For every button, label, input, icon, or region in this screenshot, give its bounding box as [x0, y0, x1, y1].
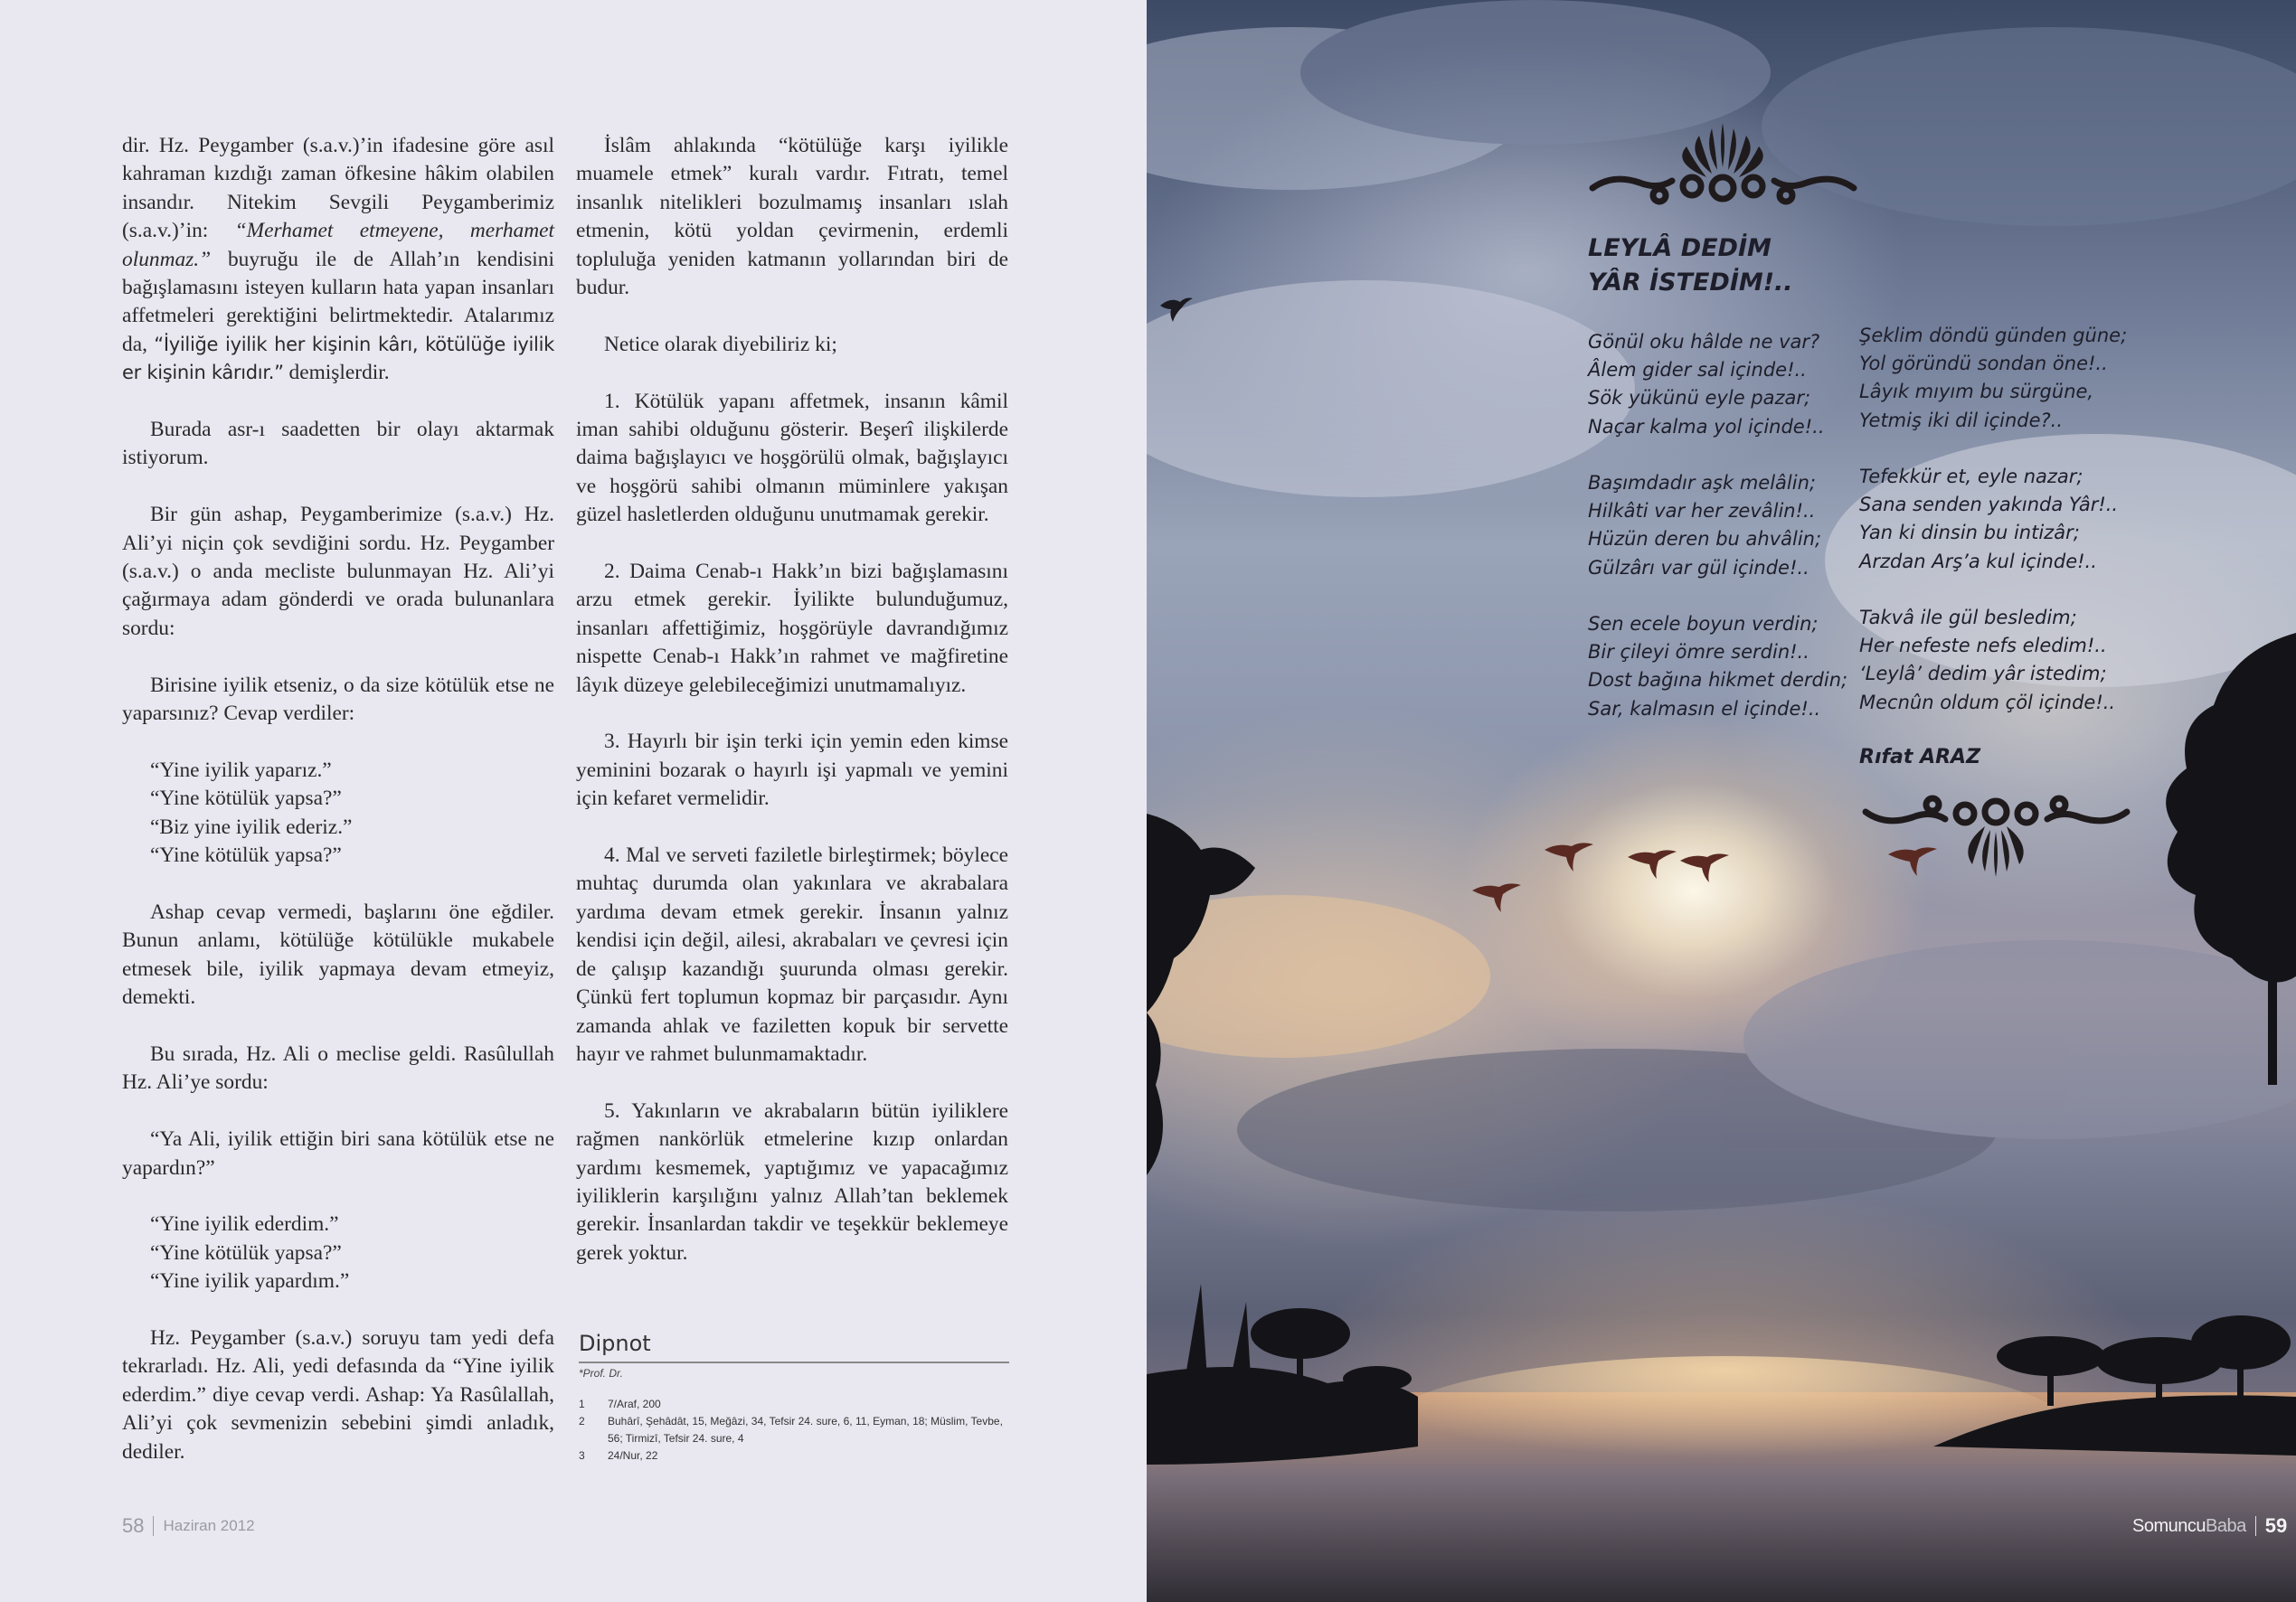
- dialogue-line: “Yine iyilik ederdim.”: [150, 1212, 339, 1237]
- conclusion-item: 4. Mal ve serveti faziletle birleştirmek; böylece muhtaç durumda olan yakınlara ve akrabalara yardıma devam etmek gerekir. İnsanın yalnız kendisi için değil, ailesi, akrabaları ve çevresi için de çalışıp kazandığı şuurunda olması gerekir. Çünkü fert toplumun kopmaz bir parçasıdır. Aynı zamanda ahlak ve faziletten kopuk bir servette hayır ve rahmet bulunmamaktadır.: [576, 843, 1008, 1066]
- footnote-item: [579, 1447, 1009, 1465]
- proverb-quote: “İyiliğe iyilik her kişinin kârı, kötülüğe iyilik er kişinin kârıdır.”: [122, 333, 554, 384]
- footnote-item: [579, 1413, 1009, 1447]
- ornament-top: [1585, 118, 1861, 212]
- sun-reflection: [1382, 1356, 2069, 1501]
- poem-line: Gülzârı var gül içinde!..: [1588, 556, 1809, 579]
- dialogue-line: “Yine iyilik yapardım.”: [150, 1269, 350, 1294]
- footnote-number: 2: [579, 1415, 585, 1428]
- logo-part: Baba: [2206, 1515, 2246, 1536]
- right-page: [1147, 0, 2296, 1602]
- article-paragraph: İslâm ahlakında “kötülüğe karşı iyilikle muamele etmek” kuralı vardır. Fıtratı, temel insanlık nitelikleri bozulmamış insanları ıslah etmenin, kötü yoldan çevirmenin, erdemli topluluğa yeniden katmanın yollarından biri de budur.: [576, 134, 1008, 300]
- poem-stanza: [1859, 604, 2127, 717]
- poem-column-right: [1859, 322, 2127, 771]
- poem-stanza: [1859, 322, 2127, 435]
- poem-line: Mecnûn oldum çöl içinde!..: [1859, 691, 2116, 713]
- poem-line: Yol göründü sondan öne!..: [1859, 353, 2108, 375]
- article-paragraph: Netice olarak diyebiliriz ki;: [604, 332, 837, 356]
- footer-divider: [153, 1516, 154, 1536]
- footnote-text: Buhârî, Şehâdât, 15, Meğâzi, 34, Tefsir 24. sure, 6, 11, Eyman, 18; Müslim, Tevbe, 56; Tirmizî, Tefsir 24. sure, 4: [608, 1415, 1003, 1445]
- poem-stanza: [1588, 328, 1847, 441]
- poem-line: Sar, kalmasın el içinde!..: [1588, 697, 1821, 720]
- footnote-item: [579, 1396, 1009, 1413]
- dialogue-line: “Yine iyilik yaparız.”: [150, 758, 332, 782]
- poem-line: Tefekkür et, eyle nazar;: [1859, 466, 2083, 487]
- article-paragraph: Birisine iyilik etseniz, o da size kötülük etse ne yaparsınız? Cevap verdiler:: [122, 673, 554, 726]
- poem-stanza: [1588, 610, 1847, 723]
- author-note: *Prof. Dr.: [579, 1367, 623, 1380]
- conclusion-item: 1. Kötülük yapanı affetmek, insanın kâmil iman sahibi olduğunu gösterir. Beşerî ilişkilerde daima bağışlayıcı ve hoşgörülü olmak, bağışlayıcı ve hoşgörü sahibi olmanın müminlere yakışan güzel hasletlerden olduğunu unutmamak gerekir.: [576, 389, 1008, 527]
- article-paragraph: Bir gün ashap, Peygamberimize (s.a.v.) Hz. Ali’yi niçin çok sevdiğini sordu. Hz. Peygamber (s.a.v.) o anda mecliste bulunmayan Hz. Ali’yi çağırmaya adam gönderdi ve orada bulunanlara sordu:: [122, 503, 554, 640]
- poem-line: Hilkâti var her zevâlin!..: [1588, 500, 1816, 523]
- issue-date: Haziran 2012: [163, 1517, 255, 1534]
- page-footer-left: [122, 1514, 255, 1538]
- paragraph-text: buyruğu ile de Allah’ın kendisini bağışlamasını isteyen kulların hata yapan insanları affetmeleri gerektiğini belirtmektedir. Atalarımız da,: [122, 247, 554, 356]
- poem-title-line: LEYLÂ DEDİM: [1588, 234, 1772, 262]
- poet-name: Rıfat ARAZ: [1859, 746, 1981, 768]
- poem-line: Yan ki dinsin bu intizâr;: [1859, 522, 2080, 544]
- footnotes: [579, 1331, 1009, 1465]
- conclusion-item: 3. Hayırlı bir işin terki için yemin eden kimse yeminini bozarak o hayırlı işi yapmalı ve yemini için kefaret vermelidir.: [576, 730, 1008, 811]
- footnote-text: 24/Nur, 22: [608, 1449, 658, 1462]
- conclusion-item: 5. Yakınların ve akrabaların bütün iyiliklere rağmen nankörlük etmelerine kızıp onlardan yardımı kesmemek, yaptığımız ve yapacağımız iyiliklerin karşılığını yalnız Allah’tan beklemek gerekir. İnsanlardan takdir ve teşekkür beklemeye gerek yoktur.: [576, 1098, 1008, 1265]
- footnote-text: 7/Araf, 200: [608, 1398, 661, 1410]
- poem-line: Hüzün deren bu ahvâlin;: [1588, 528, 1822, 551]
- article-paragraph: Bu sırada, Hz. Ali o meclise geldi. Rasûlullah Hz. Ali’ye sordu:: [122, 1041, 554, 1095]
- dialogue-line: “Yine kötülük yapsa?”: [150, 787, 342, 811]
- dialogue-line: “Yine kötülük yapsa?”: [150, 843, 342, 868]
- left-page: [0, 0, 1147, 1602]
- footnotes-title: Dipnot: [579, 1331, 1009, 1363]
- magazine-logo: [2132, 1516, 2246, 1537]
- article-column-2: [576, 132, 1008, 1267]
- paragraph-text: dir. Hz. Peygamber (s.a.v.)’in ifadesine göre asıl kahraman kızdığı zaman öfkesine hâkim olabilen insandır. Nitekim Sevgili Peygamberimiz (s.a.v.)’in:: [122, 134, 554, 243]
- poem-line: Başımdadır aşk melâlin;: [1588, 472, 1816, 494]
- poem-line: Her nefeste nefs eledim!..: [1859, 635, 2107, 657]
- poem-stanza: [1859, 463, 2127, 576]
- footnote-number: 3: [579, 1449, 585, 1462]
- poem-line: Sen ecele boyun verdin;: [1588, 613, 1819, 635]
- footer-divider: [2255, 1516, 2256, 1536]
- poem-line: ‘Leylâ’ dedim yâr istedim;: [1859, 663, 2107, 685]
- dialogue-line: “Yine kötülük yapsa?”: [150, 1240, 342, 1265]
- poem-line: Arzdan Arş’a kul içinde!..: [1859, 550, 2097, 572]
- logo-part: Somuncu: [2132, 1515, 2206, 1536]
- hadith-quote: “Merhamet etmeyene, merhamet olunmaz.”: [122, 219, 554, 271]
- poem-line: Bir çileyi ömre serdin!..: [1588, 641, 1809, 664]
- poem-line: Dost bağına hikmet derdin;: [1588, 669, 1848, 692]
- article-paragraph: Hz. Peygamber (s.a.v.) soruyu tam yedi defa tekrarladı. Hz. Ali, yedi defasında da “Yine iyilik ederdim.” diye cevap verdi. Ashap: Ya Rasûlallah, Ali’yi çok sevmenizin sebebini şimdi anladık, dediler.: [122, 1325, 554, 1464]
- poem-line: Sök yükünü eyle pazar;: [1588, 387, 1811, 410]
- paragraph-text: demişlerdir.: [283, 361, 390, 385]
- footnote-number: 1: [579, 1398, 585, 1410]
- poem-title-line: YÂR İSTEDİM!..: [1588, 269, 1793, 297]
- poem-line: Takvâ ile gül besledim;: [1859, 607, 2077, 628]
- page-footer-right: [2132, 1514, 2287, 1538]
- article-paragraph: “Ya Ali, iyilik ettiğin biri sana kötülük etse ne yapardın?”: [122, 1127, 554, 1180]
- poem-line: Şeklim döndü günden güne;: [1859, 325, 2128, 346]
- page-number: 59: [2264, 1514, 2288, 1537]
- footnote-list: [579, 1396, 1009, 1465]
- page-number: 58: [122, 1514, 145, 1537]
- poem-title: [1588, 231, 1793, 300]
- poem-line: Lâyık mıyım bu sürgüne,: [1859, 381, 2094, 403]
- article-column-1: [122, 132, 554, 1466]
- poem-column-left: [1588, 328, 1847, 751]
- poem-line: Naçar kalma yol içinde!..: [1588, 415, 1825, 438]
- article-paragraph: Ashap cevap vermedi, başlarını öne eğdiler. Bunun anlamı, kötülüğe kötülükle mukabele etmesek bile, iyilik yapmaya devam etmeyiz, demekti.: [122, 900, 554, 1010]
- article-paragraph: [122, 132, 554, 388]
- poem-line: Âlem gider sal içinde!..: [1588, 359, 1807, 382]
- poem-line: Yetmiş iki dil içinde?..: [1859, 409, 2064, 431]
- poem-line: Sana senden yakında Yâr!..: [1859, 494, 2119, 516]
- poem-stanza: [1588, 469, 1847, 582]
- conclusion-item: 2. Daima Cenab-ı Hakk’ın bizi bağışlamasını arzu etmek gerekir. İyilikte bulunduğumuz, insanları affettiğimiz, hoşgörüyle davrandığımız nispette Cenab-ı Hakk’ın rahmet ve mağfiretine lâyık düzeye gelebileceğimizi unutmamalıyız.: [576, 560, 1008, 697]
- poem-line: Gönül oku hâlde ne var?: [1588, 331, 1820, 353]
- article-paragraph: Burada asr-ı saadetten bir olayı aktarmak istiyorum.: [122, 418, 554, 470]
- dialogue-line: “Biz yine iyilik ederiz.”: [150, 815, 353, 839]
- ornament-bottom: [1858, 787, 2134, 886]
